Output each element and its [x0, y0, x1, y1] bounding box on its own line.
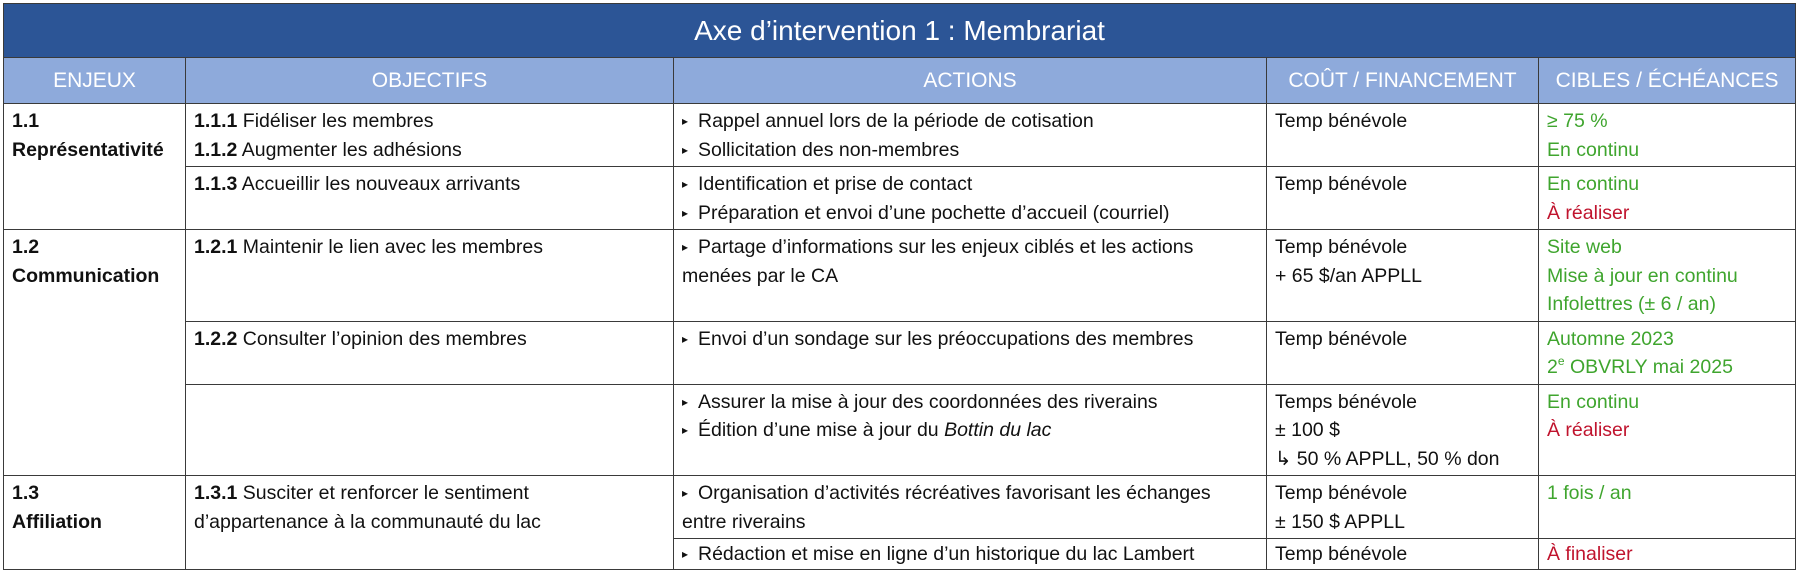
objectif-text: Susciter et renforcer le sentiment d’appartenance à la communauté du lac [194, 482, 541, 533]
action-item [682, 325, 1256, 354]
action-title-italic: Bottin du lac [944, 419, 1052, 441]
cout-text: Temp bénévole [1275, 110, 1408, 132]
action-text: Sollicitation des non-membres [698, 138, 960, 161]
cible-ordinal-suffix: e [1557, 354, 1565, 368]
action-cell [674, 230, 1267, 322]
action-item [682, 199, 1256, 228]
enjeu-number: 1.3 [12, 482, 40, 504]
action-plan-table [3, 3, 1796, 570]
cible-text: ≥ 75 % [1547, 110, 1608, 132]
action-plan-table-wrapper [3, 3, 1795, 570]
table-row [4, 230, 1796, 322]
cout-text: ↳ 50 % APPLL, 50 % don [1275, 447, 1500, 470]
objectif-text: Accueillir les nouveaux arrivants [237, 173, 521, 195]
table-row [4, 384, 1796, 476]
cout-cell [1267, 539, 1539, 570]
enjeu-cell [4, 104, 186, 230]
action-cell [674, 321, 1267, 384]
cible-text [1547, 353, 1785, 382]
objectif-text: Maintenir le lien avec les membres [237, 236, 543, 258]
objectif-item [194, 325, 663, 354]
cout-text: Temp bénévole [1275, 173, 1408, 195]
action-text: Édition d’une mise à jour du [698, 419, 945, 441]
action-cell [674, 167, 1267, 230]
action-text: Envoi d’un sondage sur les préoccupations des membres [698, 327, 1194, 350]
cible-text: Mise à jour en continu [1547, 264, 1738, 287]
bullet-icon: ▸ [682, 486, 689, 500]
cible-text: 1 fois / an [1547, 482, 1632, 504]
action-cell [674, 104, 1267, 167]
bullet-icon: ▸ [682, 205, 689, 220]
cout-text: Temp bénévole [1275, 482, 1408, 504]
enjeu-number: 1.2 [12, 236, 40, 258]
cible-text-rest: OBVRLY mai 2025 [1564, 356, 1733, 378]
objectif-item [194, 233, 663, 262]
objectif-number: 1.2.1 [194, 236, 238, 258]
objectif-item [194, 136, 663, 165]
objectif-cell [186, 476, 674, 570]
action-text: Assurer la mise à jour des coordonnées des riverains [698, 390, 1158, 413]
bullet-icon: ▸ [682, 423, 689, 437]
cible-text: En continu [1547, 390, 1640, 413]
table-title: Axe d’intervention 1 : Membrariat [4, 4, 1796, 58]
cible-cell [1539, 321, 1796, 384]
bullet-icon: ▸ [682, 547, 689, 561]
objectif-cell [186, 104, 674, 167]
action-text: Identification et prise de contact [698, 173, 973, 195]
objectif-cell [186, 230, 674, 322]
enjeu-cell [4, 476, 186, 570]
cout-cell [1267, 384, 1539, 476]
bullet-icon: ▸ [682, 114, 689, 128]
cible-cell [1539, 384, 1796, 476]
objectif-item [194, 170, 663, 199]
action-item [682, 416, 1256, 445]
action-item [682, 107, 1256, 136]
header-objectifs: OBJECTIFS [186, 58, 674, 104]
cible-cell [1539, 476, 1796, 539]
action-text: Préparation et envoi d’une pochette d’accueil (courriel) [698, 201, 1170, 224]
bullet-icon: ▸ [682, 331, 689, 346]
action-item [682, 233, 1256, 290]
objectif-item [194, 479, 663, 536]
cout-cell [1267, 321, 1539, 384]
bullet-icon: ▸ [682, 394, 689, 409]
cible-text: En continu [1547, 138, 1640, 161]
cout-text: ± 150 $ APPLL [1275, 510, 1405, 533]
cible-ordinal: 2 [1547, 356, 1558, 378]
cible-text: À réaliser [1547, 419, 1630, 441]
cout-text: Temps bénévole [1275, 390, 1418, 413]
objectif-cell [186, 384, 674, 476]
action-text: Organisation d’activités récréatives favorisant les échanges entre riverains [682, 482, 1211, 533]
enjeu-cell [4, 230, 186, 476]
header-enjeux: ENJEUX [4, 58, 186, 104]
enjeu-label: Représentativité [12, 138, 164, 161]
cout-text: Temp bénévole [1275, 236, 1408, 258]
cout-cell [1267, 230, 1539, 322]
header-cibles: CIBLES / ÉCHÉANCES [1539, 58, 1796, 104]
cible-text: À réaliser [1547, 201, 1630, 224]
table-row [4, 167, 1796, 230]
action-item [682, 388, 1256, 417]
enjeu-label: Communication [12, 264, 160, 287]
objectif-text: Fidéliser les membres [237, 110, 434, 132]
objectif-cell [186, 167, 674, 230]
action-text: Rappel annuel lors de la période de cotisation [698, 110, 1094, 132]
action-item [682, 136, 1256, 165]
objectif-number: 1.1.1 [194, 110, 238, 132]
cible-text: En continu [1547, 173, 1640, 195]
bullet-icon: ▸ [682, 142, 689, 157]
objectif-number: 1.2.2 [194, 327, 238, 350]
action-item [682, 170, 1256, 199]
objectif-text: Augmenter les adhésions [237, 138, 462, 161]
cout-text: + 65 $/an APPLL [1275, 264, 1422, 287]
cout-cell [1267, 104, 1539, 167]
cible-cell [1539, 230, 1796, 322]
objectif-number: 1.1.3 [194, 173, 238, 195]
cible-text: À finaliser [1547, 543, 1633, 565]
enjeu-label: Affiliation [12, 510, 102, 533]
action-item [682, 540, 1256, 569]
table-row [4, 476, 1796, 539]
action-cell [674, 384, 1267, 476]
cible-cell [1539, 104, 1796, 167]
action-cell [674, 539, 1267, 570]
cible-text: Automne 2023 [1547, 327, 1674, 350]
objectif-number: 1.3.1 [194, 482, 238, 504]
objectif-number: 1.1.2 [194, 138, 238, 161]
cout-cell [1267, 476, 1539, 539]
bullet-icon: ▸ [682, 240, 689, 254]
cible-cell [1539, 539, 1796, 570]
enjeu-number: 1.1 [12, 110, 40, 132]
cible-cell [1539, 167, 1796, 230]
cout-text: Temp bénévole [1275, 327, 1408, 350]
objectif-text: Consulter l’opinion des membres [237, 327, 527, 350]
cout-text: ± 100 $ [1275, 419, 1340, 441]
cible-text: Site web [1547, 236, 1622, 258]
cout-text: Temp bénévole [1275, 543, 1408, 565]
action-text: Partage d’informations sur les enjeux ciblés et les actions menées par le CA [682, 236, 1194, 287]
action-cell [674, 476, 1267, 539]
action-item [682, 479, 1256, 536]
action-text: Rédaction et mise en ligne d’un historique du lac Lambert [698, 543, 1195, 565]
objectif-item [194, 107, 663, 136]
header-actions: ACTIONS [674, 58, 1267, 104]
table-row [4, 321, 1796, 384]
bullet-icon: ▸ [682, 177, 689, 191]
objectif-cell [186, 321, 674, 384]
header-cout: COÛT / FINANCEMENT [1267, 58, 1539, 104]
cible-text: Infolettres (± 6 / an) [1547, 293, 1716, 315]
cout-cell [1267, 167, 1539, 230]
table-row [4, 104, 1796, 167]
